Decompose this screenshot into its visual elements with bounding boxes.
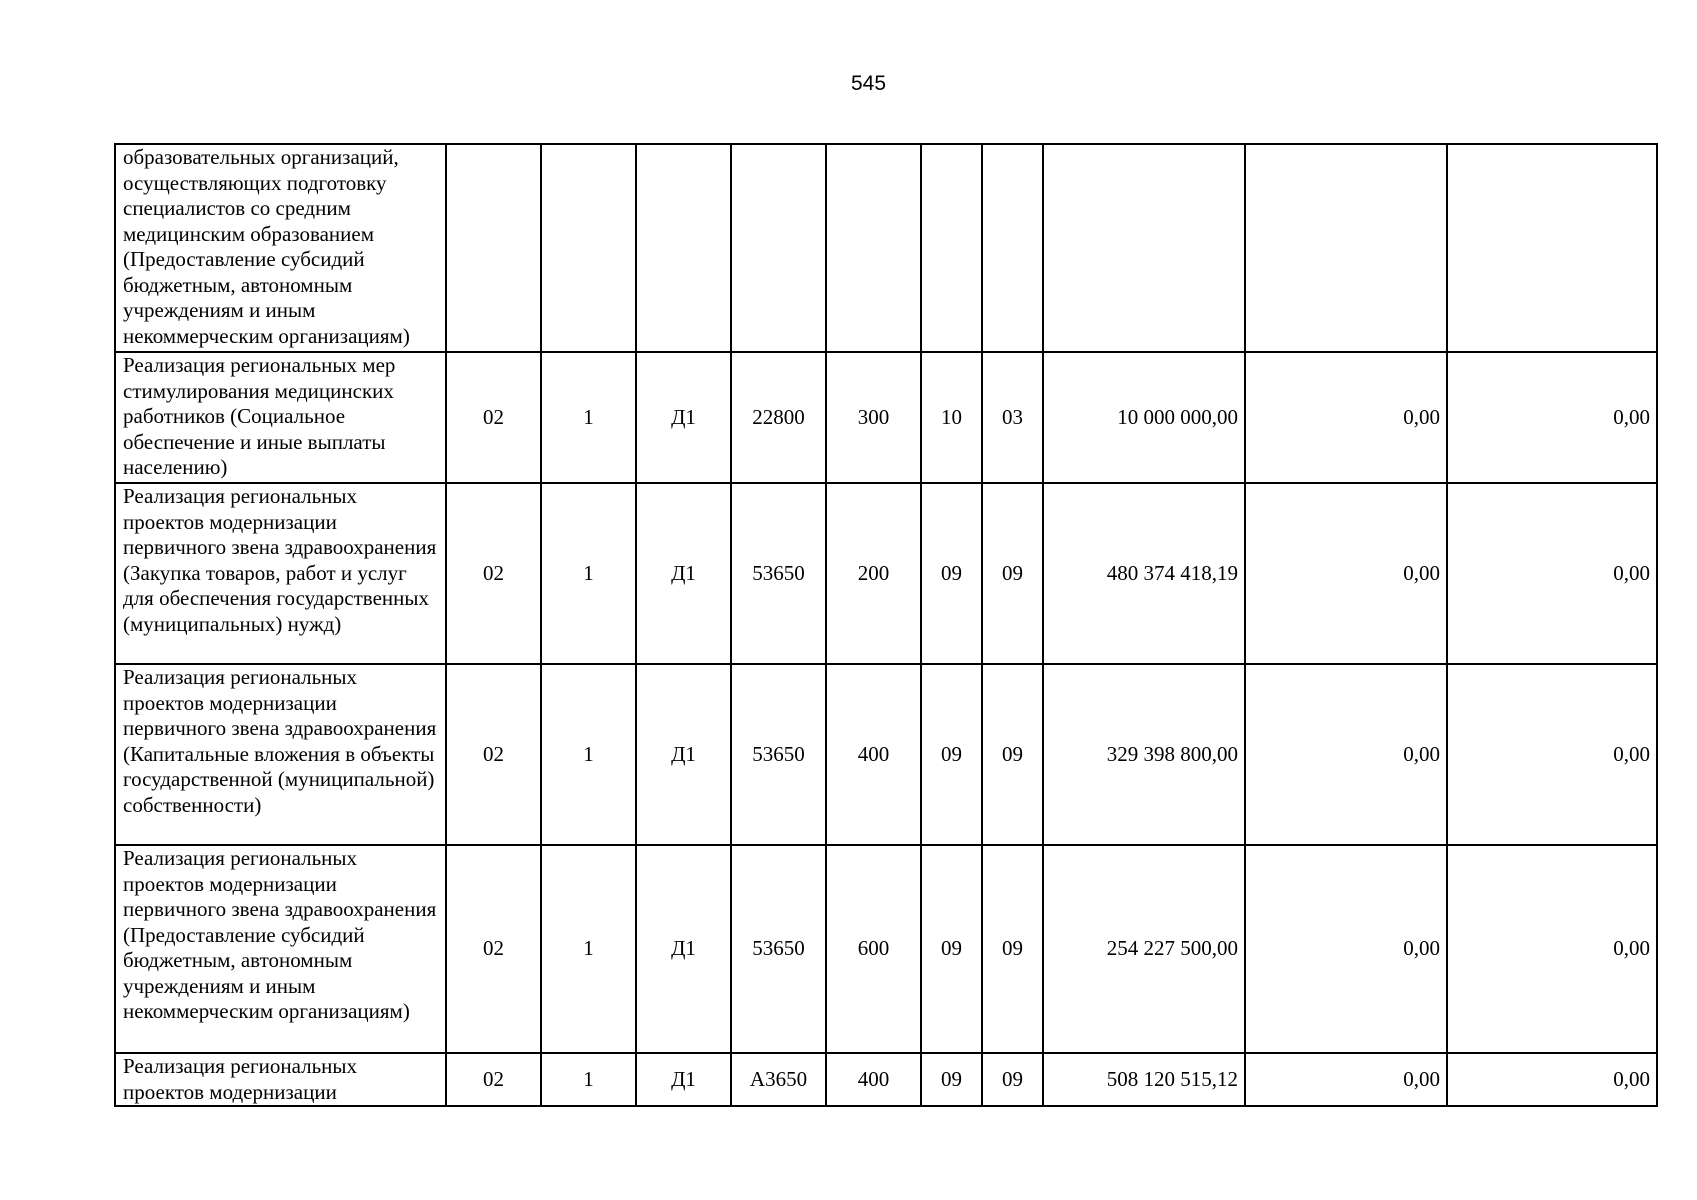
row-description: Реализация региональных проектов модернизации первичного звена здравоохранения (Предоставление субсидий бюджетным, автономным учреждениям и иным некоммерческим организациям) [115, 845, 446, 1053]
program-code [446, 144, 541, 352]
row-description: Реализация региональных мер стимулирования медицинских работников (Социальное обеспечение и иные выплаты населению) [115, 352, 446, 483]
subsection-code: 09 [982, 664, 1043, 845]
subprogram-code [541, 144, 636, 352]
expense-type-code: 400 [826, 1053, 921, 1106]
expense-type-code: 400 [826, 664, 921, 845]
row-description: Реализация региональных проектов модернизации первичного звена здравоохранения (Капитальные вложения в объекты государственной (муниципальной) собственности) [115, 664, 446, 845]
amount-1 [1043, 144, 1245, 352]
program-code: 02 [446, 1053, 541, 1106]
amount-3 [1447, 144, 1657, 352]
amount-1: 329 398 800,00 [1043, 664, 1245, 845]
amount-2 [1245, 144, 1447, 352]
direction-code [731, 144, 826, 352]
row-description: Реализация региональных проектов модернизации первичного звена здравоохранения (Закупка товаров, работ и услуг для обеспечения государственных (муниципальных) нужд) [115, 483, 446, 664]
section-code: 09 [921, 845, 982, 1053]
amount-3: 0,00 [1447, 1053, 1657, 1106]
table-row [115, 352, 1657, 483]
row-description: Реализация региональных проектов модернизации [115, 1053, 446, 1106]
amount-2: 0,00 [1245, 483, 1447, 664]
section-code: 09 [921, 483, 982, 664]
program-code: 02 [446, 483, 541, 664]
page-number: 545 [850, 72, 887, 95]
subprogram-code: 1 [541, 664, 636, 845]
amount-2: 0,00 [1245, 664, 1447, 845]
amount-1: 10 000 000,00 [1043, 352, 1245, 483]
project-code: Д1 [636, 483, 731, 664]
table-row [115, 845, 1657, 1053]
project-code: Д1 [636, 352, 731, 483]
subprogram-code: 1 [541, 483, 636, 664]
subprogram-code: 1 [541, 845, 636, 1053]
subsection-code: 09 [982, 845, 1043, 1053]
project-code: Д1 [636, 664, 731, 845]
amount-3: 0,00 [1447, 352, 1657, 483]
table-row [115, 664, 1657, 845]
subsection-code [982, 144, 1043, 352]
table-row [115, 1053, 1657, 1106]
program-code: 02 [446, 845, 541, 1053]
budget-table [114, 143, 1658, 1107]
amount-1: 508 120 515,12 [1043, 1053, 1245, 1106]
section-code: 09 [921, 664, 982, 845]
program-code: 02 [446, 664, 541, 845]
amount-2: 0,00 [1245, 1053, 1447, 1106]
section-code [921, 144, 982, 352]
subsection-code: 09 [982, 483, 1043, 664]
amount-2: 0,00 [1245, 845, 1447, 1053]
direction-code: 53650 [731, 664, 826, 845]
table-body [115, 144, 1657, 1106]
section-code: 10 [921, 352, 982, 483]
row-description: образовательных организаций, осуществляющих подготовку специалистов со средним медицинским образованием (Предоставление субсидий бюджетным, автономным учреждениям и иным некоммерческим организациям) [115, 144, 446, 352]
project-code: Д1 [636, 1053, 731, 1106]
amount-3: 0,00 [1447, 483, 1657, 664]
table-row [115, 144, 1657, 352]
amount-2: 0,00 [1245, 352, 1447, 483]
expense-type-code: 600 [826, 845, 921, 1053]
amount-3: 0,00 [1447, 664, 1657, 845]
program-code: 02 [446, 352, 541, 483]
amount-3: 0,00 [1447, 845, 1657, 1053]
direction-code: 53650 [731, 845, 826, 1053]
subprogram-code: 1 [541, 352, 636, 483]
project-code [636, 144, 731, 352]
subsection-code: 09 [982, 1053, 1043, 1106]
direction-code: А3650 [731, 1053, 826, 1106]
section-code: 09 [921, 1053, 982, 1106]
amount-1: 480 374 418,19 [1043, 483, 1245, 664]
project-code: Д1 [636, 845, 731, 1053]
expense-type-code: 300 [826, 352, 921, 483]
subsection-code: 03 [982, 352, 1043, 483]
expense-type-code: 200 [826, 483, 921, 664]
table-row [115, 483, 1657, 664]
subprogram-code: 1 [541, 1053, 636, 1106]
amount-1: 254 227 500,00 [1043, 845, 1245, 1053]
direction-code: 22800 [731, 352, 826, 483]
direction-code: 53650 [731, 483, 826, 664]
expense-type-code [826, 144, 921, 352]
